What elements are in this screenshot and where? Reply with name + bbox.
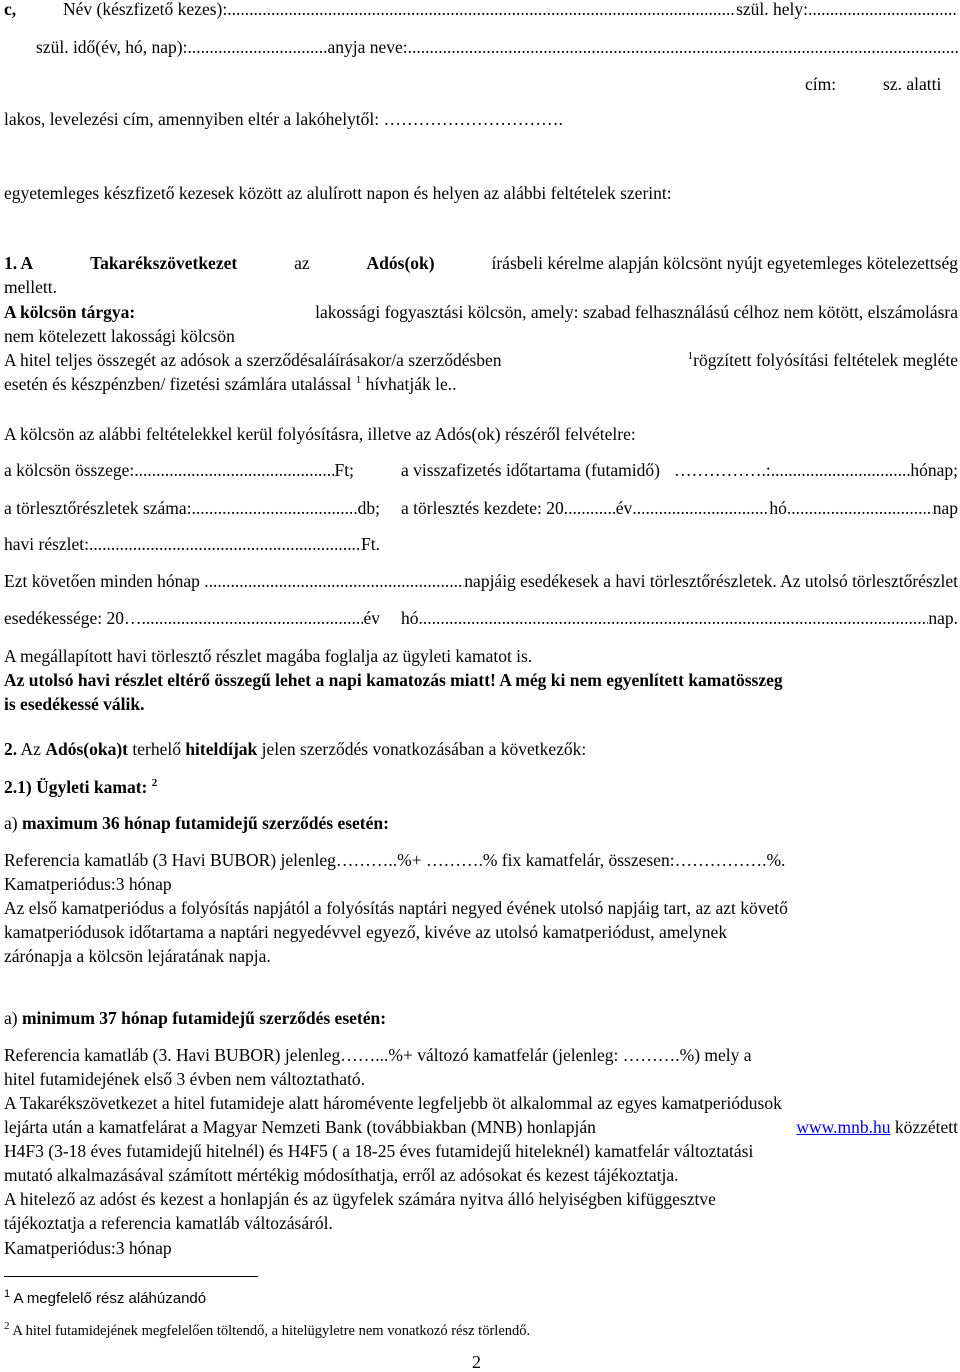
s2-terhelo: terhelő xyxy=(132,739,181,759)
rate-heading xyxy=(4,775,958,799)
b-period: Kamatperiódus:3 hónap xyxy=(4,1238,172,1258)
b-p1: A Takarékszövetkezet a hitel futamideje alatt háromévente legfeljebb öt alkalommal az egyes kamatperiódusok xyxy=(4,1093,782,1113)
b-heading: minimum 37 hónap futamidejű szerződés esetén: xyxy=(21,1008,387,1028)
after-a: Ezt követően minden hónap . xyxy=(4,571,209,591)
birthplace-label: szül. hely: xyxy=(736,0,808,19)
b-p3: H4F3 (3-18 éves futamidejű hitelnél) és H4F5 ( a 18-25 éves futamidejű hiteleknél) kamatfelár változtatási xyxy=(4,1141,754,1161)
a-heading-line xyxy=(4,811,958,835)
total-line-2 xyxy=(4,372,958,396)
b-p2-text: lejárta után a kamatfelárat a Magyar Nemzeti Bank (továbbiakban (MNB) honlapján xyxy=(4,1117,596,1137)
monthly-field xyxy=(4,532,380,556)
fill-dots xyxy=(408,35,958,59)
a-p2: kamatperiódusok időtartama a naptári negyedévvel egyező, kivéve az utolsó kamatperiódust, amelynek xyxy=(4,922,728,942)
monthly-label: havi részlet: xyxy=(4,534,90,554)
start-label: a törlesztés kezdete: 20 xyxy=(401,498,564,518)
b-p5: A hitelező az adóst és kezest a honlapján és az ügyfelek számára nyitva álló helyiségben kifüggesztve xyxy=(4,1189,716,1209)
name-line xyxy=(4,0,958,21)
fill-dots xyxy=(209,569,465,593)
mailing-label: lakos, levelezési cím, amennyiben eltér a lakóhelytől: xyxy=(4,109,380,129)
s1-az: az xyxy=(294,253,310,273)
section-marker: c, xyxy=(4,0,17,19)
due-nap: nap. xyxy=(928,608,958,628)
s2-az: Az xyxy=(20,739,41,759)
fill-dots xyxy=(89,532,361,556)
footnote-1 xyxy=(4,1290,206,1308)
start-field xyxy=(401,496,958,520)
b-ref1: Referencia kamatláb (3. Havi BUBOR) jelenleg……...%+ változó kamatfelár (jelenleg: ……….%) mely a xyxy=(4,1045,752,1065)
due-field-2 xyxy=(401,606,958,630)
footnote-2-text: A hitel futamidejének megfelelően töltendő, a hitelügyletre nem vonatkozó rész törlendő. xyxy=(12,1323,531,1339)
birthdate-label: szül. idő(év, hó, nap): xyxy=(36,37,188,57)
b-heading-line xyxy=(4,1006,958,1030)
mnb-link[interactable]: www.mnb.hu xyxy=(796,1117,891,1137)
fill-dots xyxy=(419,606,929,630)
footnote-rule xyxy=(4,1276,258,1277)
subject-text: lakossági fogyasztási kölcsön, amely: szabad felhasználású célhoz nem kötött, elszámolásra xyxy=(315,302,958,322)
joint-text: egyetemleges készfizető kezesek között az alulírott napon és helyen az alábbi feltételek szerint: xyxy=(4,183,672,203)
a-label: a) xyxy=(4,813,18,833)
s2-debtor: Adós(oka)t xyxy=(45,739,128,759)
start-nap: nap xyxy=(932,498,958,518)
b-p6: tájékoztatja a referencia kamatláb változásáról. xyxy=(4,1213,333,1233)
fill-dots xyxy=(192,496,358,520)
total-b: rögzített folyósítási feltételek megléte xyxy=(693,350,958,370)
fill-dots xyxy=(808,0,958,21)
amount-label: a kölcsön összege: xyxy=(4,460,135,480)
rate-heading-text: 2.1) Ügyleti kamat: xyxy=(4,777,148,797)
mother-label: anyja neve: xyxy=(327,37,408,57)
birthdate-line xyxy=(36,35,958,59)
footnote-1-text: A megfelelő rész aláhúzandó xyxy=(13,1290,207,1307)
fn-ref-1b: 1 xyxy=(355,374,362,387)
fill-dots xyxy=(632,496,769,520)
s1-num: 1. A xyxy=(4,253,34,273)
after-b: napjáig esedékesek a havi törlesztőrészletek. Az utolsó törlesztőrészlet xyxy=(464,571,958,591)
s1-lender: Takarékszövetkezet xyxy=(90,253,238,273)
total-d: hívhatják le.. xyxy=(365,374,457,394)
b-ref2: hitel futamidejének első 3 évben nem változtatható. xyxy=(4,1069,366,1089)
bold-warning-text-1: Az utolsó havi részlet eltérő összegű lehet a napi kamatozás miatt! A még ki nem egyenlített kamatösszeg xyxy=(4,670,783,690)
a-heading: maximum 36 hónap futamidejű szerződés esetén: xyxy=(21,813,389,833)
term-label: a visszafizetés időtartama (futamidő) xyxy=(401,460,660,480)
footnote-1-num: 1 xyxy=(4,1288,11,1300)
s2-intro xyxy=(4,737,958,761)
fill-dots xyxy=(771,458,911,482)
term-fill: …………….: xyxy=(674,460,771,480)
a-period: Kamatperiódus:3 hónap xyxy=(4,874,172,894)
a-p3: zárónapja a kölcsön lejáratának napja. xyxy=(4,946,271,966)
footnote-2 xyxy=(4,1322,530,1340)
address-under: sz. alatti xyxy=(883,74,942,94)
total-line xyxy=(4,348,958,372)
fill-dots xyxy=(134,458,334,482)
fill-dots xyxy=(187,35,327,59)
s2-rest: jelen szerződés vonatkozásában a következők: xyxy=(261,739,587,759)
due-ev: év xyxy=(363,608,380,628)
fill-dots xyxy=(787,496,933,520)
a-p1: Az első kamatperiódus a folyósítás napjától a folyósítás naptári negyed évének utolsó napjáig tart, az azt követő xyxy=(4,898,788,918)
due-ho: hó xyxy=(401,608,419,628)
s1-debtor: Adós(ok) xyxy=(366,253,435,273)
address-cim: cím: xyxy=(805,74,837,94)
inst-count-unit: db; xyxy=(357,498,380,518)
subject-label: A kölcsön tárgya: xyxy=(4,302,136,322)
bold-warning-1 xyxy=(4,668,958,692)
after-line xyxy=(4,569,958,593)
term-unit: hónap; xyxy=(910,460,958,480)
total-c: esetén és készpénzben/ fizetési számlára utalással xyxy=(4,374,352,394)
monthly-unit: Ft. xyxy=(361,534,380,554)
fill-dots xyxy=(146,606,364,630)
s1-intro xyxy=(4,251,958,275)
s1-mellett: mellett. xyxy=(4,277,57,297)
fn-ref-2: 2 xyxy=(151,777,158,790)
conditions: A kölcsön az alábbi feltételekkel kerül folyósításra, illetve az Adós(ok) részéről felvételre: xyxy=(4,424,636,444)
inst-count-field xyxy=(4,496,380,520)
term-field xyxy=(401,458,958,482)
s1-subject xyxy=(4,300,958,324)
subject-text-2: nem kötelezett lakossági kölcsön xyxy=(4,326,235,346)
start-ev: év xyxy=(615,498,633,518)
amount-field xyxy=(4,458,354,482)
b-p4: mutató alkalmazásával számított mértékig módosíthatja, erről az adósokat és kezest tájékoztatja. xyxy=(4,1165,679,1185)
s2-fees: hiteldíjak xyxy=(185,739,258,759)
a-ref: Referencia kamatláb (3 Havi BUBOR) jelenleg………..%+ ……….% fix kamatfelár, összesen:…………….%. xyxy=(4,850,786,870)
b-p2b: közzétett xyxy=(894,1117,958,1137)
bold-warning-text-2: is esedékessé válik. xyxy=(4,694,145,714)
includes-interest: A megállapított havi törlesztő részlet magába foglalja az ügyleti kamatot is. xyxy=(4,646,533,666)
due-field xyxy=(4,606,380,630)
b-p2 xyxy=(4,1115,958,1139)
due-a: esedékessége: 20…. xyxy=(4,608,146,628)
amount-unit: Ft; xyxy=(334,460,354,480)
b-label: a) xyxy=(4,1008,18,1028)
start-ho: hó xyxy=(769,498,787,518)
name-label: Név (készfizető kezes): xyxy=(63,0,228,19)
page-number: 2 xyxy=(472,1352,481,1372)
fill-dots xyxy=(227,0,736,21)
s2-num: 2. xyxy=(4,739,18,759)
fn-ref-1: 1 xyxy=(687,350,694,363)
inst-count-label: a törlesztőrészletek száma: xyxy=(4,498,192,518)
total-a: A hitel teljes összegét az adósok a szerződésaláírásakor/a szerződésben xyxy=(4,350,502,370)
bold-warning-2 xyxy=(4,692,958,716)
footnote-2-num: 2 xyxy=(4,1320,10,1333)
mailing-line xyxy=(4,107,958,131)
fill-dots xyxy=(564,496,616,520)
s1-rest: írásbeli kérelme alapján kölcsönt nyújt egyetemleges kötelezettség xyxy=(491,253,958,273)
mailing-fill: …………………………. xyxy=(383,109,563,129)
